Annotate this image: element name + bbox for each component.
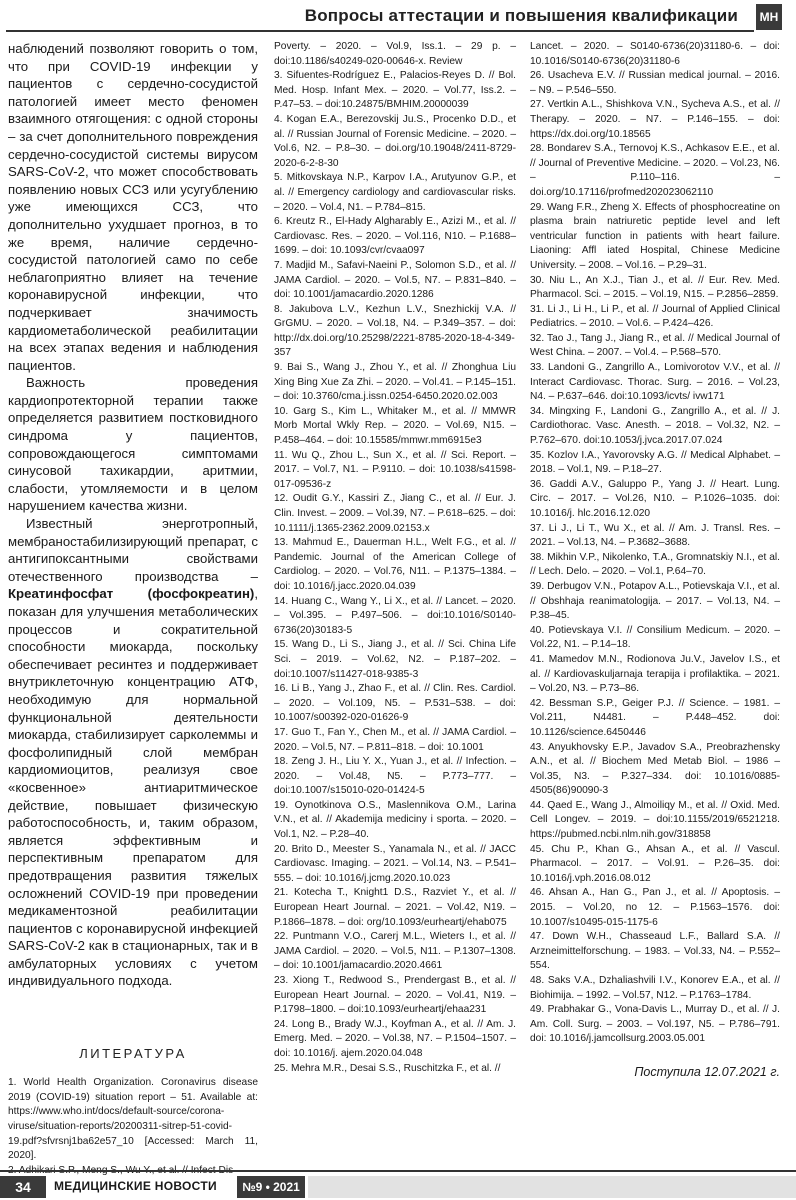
reference-item: 22. Puntmann V.O., Carerj M.L., Wieters I., et al. // JAMA Cardiol. – 2020. – Vol.5, N11. – P.1307–1308. – doi: 10.1001/jamacardio.2020.4661 bbox=[274, 931, 516, 972]
reference-item: 43. Anyukhovsky E.P., Javadov S.A., Preobrazhensky A.N., et al. // Biochem Med Metab Biol. – 1986 – Vol.35, N3. – P.327–334. doi: 10.1016/0885-4505(86)90090-3 bbox=[530, 741, 780, 797]
reference-item: 37. Li J., Li T., Wu X., et al. // Am. J. Transl. Res. – 2021. – Vol.13, N4. – P.3682–3688. bbox=[530, 522, 780, 549]
reference-item: 20. Brito D., Meester S., Yanamala N., et al. // JACC Cardiovasc. Imaging. – 2021. – Vol.14, N3. – P.541–555. – doi: 10.1016/j.jcmg.2020.10.023 bbox=[274, 843, 516, 884]
reference-item: 49. Prabhakar G., Vona-Davis L., Murray D., et al. // J. Am. Coll. Surg. – 2003. – Vol.197, N5. – P.786–791. doi: 10.1016/j.jamcollsurg.2003.05.001 bbox=[530, 1004, 780, 1045]
reference-item: 31. Li J., Li H., Li P., et al. // Journal of Applied Clinical Pediatrics. – 2010. – Vol.6. – P.424–426. bbox=[530, 303, 780, 330]
section-title: Вопросы аттестации и повышения квалификации bbox=[304, 6, 738, 25]
reference-item: 19. Oynotkinova O.S., Maslennikova O.M., Larina V.N., et al. // Akademija mediciny i sporta. – 2020. – Vol.1, N2. – P.28–40. bbox=[274, 799, 516, 841]
reference-item: 15. Wang D., Li S., Jiang J., et al. // Sci. China Life Sci. – 2019. – Vol.62, N2. – P.187–202. – doi:10.1007/s11427-018-9385-3 bbox=[274, 639, 516, 680]
reference-item: 11. Wu Q., Zhou L., Sun X., et al. // Sci. Report. – 2017. – Vol.7, N1. – P.9110. – doi: 10.1038/s41598-017-09536-z bbox=[274, 449, 516, 490]
reference-item: 6. Kreutz R., El-Hady Algharably E., Azizi M., et al. // Cardiovasc. Res. – 2020. – Vol.116, N10. – P.1688–1699. – doi: 10.1093/cvr/cvaa097 bbox=[274, 216, 516, 257]
journal-name: МЕДИЦИНСКИЕ НОВОСТИ bbox=[54, 1179, 217, 1193]
page-footer bbox=[0, 1170, 796, 1200]
reference-item: 39. Derbugov V.N., Potapov A.L., Potievskaja V.I., et al. // Obshhaja reanimatologija. – 2017. – Vol.13, N4. – P.38–45. bbox=[530, 580, 780, 622]
reference-item: 34. Mingxing F., Landoni G., Zangrillo A., et al. // J. Cardiothorac. Vasc. Anesth. – 2018. – Vol.32, N2. – P.762–670. doi:10.1053/j.jvca.2017.07.024 bbox=[530, 405, 780, 447]
paragraph-2: Важность проведения кардиопротекторной терапии также определяется развитием постковидного синдрома у пациентов, сопровождающегося симптомами синусовой тахикардии, аритмии, слабости, утомляемости и в целом нарушением качества жизни. bbox=[8, 375, 258, 514]
reference-item: 16. Li B., Yang J., Zhao F., et al. // Clin. Res. Cardiol. – 2020. – Vol.109, N5. – P.531–538. – doi: 10.1007/s00392-020-01626-9 bbox=[274, 683, 516, 724]
reference-item: 29. Wang F.R., Zheng X. Effects of phosphocreatine on plasma brain natriuretic peptide level and left ventricular function in patients with heart failure. Liaoning: Affl iated Hospital, Chinese Medicine University. – 2008. – Vol.16. – P.29–31. bbox=[530, 201, 780, 271]
paragraph-3-end: , показан для улучшения метаболических процессов и сократительной способности миокарда, поскольку обеспечивает ресинтез и поддерживает внутриклеточную концентрацию АТФ, необходимую для нормальной функциональной деятельности миокарда, стабилизирует сарколеммы и фосфолипидный слой мембран кардиомиоцитов, реализуя свое «косвенное» антиаритмическое действие, повышает физическую работоспособность, и, таким образом, является эффективным и перспективным препаратом для предотвращения развития тяжелых осложнений COVID-19 при проведении медикаментозной реабилитации пациентов с коронавирусной инфекцией SARS-CoV-2 как в стационарных, так и в амбулаторных условиях с учетом индивидуального подхода. bbox=[8, 586, 258, 989]
page-header bbox=[0, 0, 796, 34]
reference-item: 17. Guo T., Fan Y., Chen M., et al. // JAMA Cardiol. – 2020. – Vol.5, N7. – P.811–818. – doi: 10.1001 bbox=[274, 726, 516, 753]
reference-item: 32. Tao J., Tang J., Jiang R., et al. // Medical Journal of West China. – 2007. – Vol.4. – P.568–570. bbox=[530, 332, 780, 359]
reference-item: 45. Chu P., Khan G., Ahsan A., et al. // Vascul. Pharmacol. – 2017. – Vol.91. – P.26–35. doi: 10.1016/j.vph.2016.08.012 bbox=[530, 843, 780, 884]
column-middle bbox=[274, 40, 516, 1076]
paragraph-3-start: Известный энерготропный, мембраностабилизирующий препарат, с антигипоксантными свойствами отечественного производства – bbox=[8, 516, 258, 584]
reference-item: 9. Bai S., Wang J., Zhou Y., et al. // Zhonghua Liu Xing Bing Xue Za Zhi. – 2020. – Vol.41. – P.145–151. – doi: 10.3760/cma.j.issn.0254-6450.2020.02.003 bbox=[274, 362, 516, 403]
reference-item: 14. Huang C., Wang Y., Li X., et al. // Lancet. – 2020. – Vol.395. – P.497–506. – doi:10.1016/S0140-6736(20)30183-5 bbox=[274, 595, 516, 636]
reference-item: 1. World Health Organization. Coronavirus disease 2019 (COVID-19) situation report – 51. Available at: https://www.who.int/docs/default-source/corona-viruse/situation-reports/20200311-sitrep-51-covid-19.pdf?sfvrsnj1ba62e57_10 [Accessed: March 11, 2020]. bbox=[8, 1077, 258, 1162]
reference-item: 40. Potievskaya V.I. // Consilium Medicum. – 2020. – Vol.22, N1. – P.14–18. bbox=[530, 624, 780, 651]
reference-item: 8. Jakubova L.V., Kezhun L.V., Snezhickij V.A. // GrGMU. – 2020. – Vol.18, N4. – P.349–357. – doi: http://dx.doi.org/10.25298/2221-8785-2020-18-4-349-357 bbox=[274, 303, 516, 359]
reference-item: 5. Mitkovskaya N.P., Karpov I.A., Arutyunov G.P., et al. // Emergency cardiology and cardiovascular risks. – 2020. – Vol.4, N1. – P.784–815. bbox=[274, 172, 516, 213]
reference-item: 46. Ahsan A., Han G., Pan J., et al. // Apoptosis. – 2015. – Vol.20, no 12. – P.1563–1576. doi: 10.1007/s10495-015-1175-6 bbox=[530, 887, 780, 928]
article-body bbox=[8, 40, 258, 990]
reference-item: 35. Kozlov I.A., Yavorovsky A.G. // Medical Alphabet. – 2018. – Vol.1, N9. – P.18–27. bbox=[530, 449, 780, 476]
reference-item: 30. Niu L., An X.J., Tian J., et al. // Eur. Rev. Med. Pharmacol. Sci. – 2015. – Vol.19, N15. – P.2856–2859. bbox=[530, 274, 780, 301]
page-number: 34 bbox=[0, 1176, 46, 1198]
reference-item: 24. Long B., Brady W.J., Koyfman A., et al. // Am. J. Emerg. Med. – 2020. – Vol.38, N7. – P.1504–1507. – doi: 10.1016/j. ajem.2020.04.048 bbox=[274, 1018, 516, 1059]
drug-name: Креатинфосфат (фосфокреатин) bbox=[8, 586, 255, 602]
reference-item: 36. Gaddi A.V., Galuppo P., Yang J. // Heart. Lung. Circ. – 2017. – Vol.26, N10. – P.1026–1035. doi: 10.1016/j. hlc.2016.12.020 bbox=[530, 478, 780, 519]
reference-item: 23. Xiong T., Redwood S., Prendergast B., et al. // European Heart Journal. – 2020. – Vol.41, N19. – P.1798–1800. – doi:10.1093/eurheartj/ehaa231 bbox=[274, 975, 516, 1016]
paragraph-1: наблюдений позволяют говорить о том, что при COVID-19 инфекции у пациентов с сердечно-сосудистой патологией имеет место феномен взаимного отягощения: с одной стороны – за счет дополнительного повреждения сердечно-сосудистой системы вирусом SARS-CoV-2, что может способствовать появлению новых ССЗ или усугублению уже имеющихся ССЗ, что дополнительно ухудшает прогноз, в то же время, наличие сердечно-сосудистой патологией само по себе неблагоприятно влияет на течение коронавирусной инфекции, что подчеркивает значимость кардиометаболической реабилитации на всех этапах ведения и наблюдения пациентов. bbox=[8, 41, 258, 373]
reference-item: 25. Mehra M.R., Desai S.S., Ruschitzka F., et al. // bbox=[274, 1062, 501, 1074]
reference-item: 4. Kogan E.A., Berezovskij Ju.S., Procenko D.D., et al. // Russian Journal of Forensic Medicine. – 2020. – Vol.6, N2. – P.8–30. – doi.org/10.19048/2411-8729-2020-6-2-8-30 bbox=[274, 113, 516, 169]
reference-item: 33. Landoni G., Zangrillo A., Lomivorotov V.V., et al. // Interact Cardiovasc. Thorac. Surg. – 2016. – Vol.23, N4. – P.637–646. doi:10.1093/icvts/ ivw171 bbox=[530, 362, 780, 403]
reference-item: 38. Mikhin V.P., Nikolenko, T.A., Gromnatskiy N.I., et al. // Lech. Delo. – 2020. – Vol.1, P.64–70. bbox=[530, 551, 780, 578]
paragraph-3 bbox=[8, 515, 258, 990]
literature-heading: ЛИТЕРАТУРА bbox=[79, 1046, 187, 1062]
reference-item: 27. Vertkin A.L., Shishkova V.N., Sycheva A.S., et al. // Therapy. – 2020. – N7. – P.146–155. – doi: https://dx.doi.org/10.18565 bbox=[530, 99, 780, 140]
reference-item: 12. Oudit G.Y., Kassiri Z., Jiang C., et al. // Eur. J. Clin. Invest. – 2009. – Vol.39, N7. – P.618–625. – doi: 10.1111/j.1365-2362.2009.02153.x bbox=[274, 493, 516, 534]
reference-item: 26. Usacheva E.V. // Russian medical journal. – 2016. – N9. – P.546–550. bbox=[530, 70, 780, 96]
reference-list-left bbox=[8, 1076, 258, 1178]
reference-item: 3. Sifuentes-Rodríguez E., Palacios-Reyes D. // Bol. Med. Hosp. Infant Mex. – 2020. – Vol.77, Iss.2. – P.47–53. – doi:10.24875/BMHIM.20000039 bbox=[274, 70, 516, 111]
reference-item: 21. Kotecha T., Knight1 D.S., Razviet Y., et al. // European Heart Journal. – 2021. – Vol.42, N19. – P.1866–1878. – doi: org/10.1093/eurheartj/ehab075 bbox=[274, 887, 516, 928]
footer-rule bbox=[0, 1170, 796, 1172]
reference-item: 10. Garg S., Kim L., Whitaker M., et al. // MMWR Morb Mortal Wkly Rep. – 2020. – Vol.69, N15. – P.458–464. – doi: 10.15585/mmwr.mm6915e3 bbox=[274, 405, 516, 447]
reference-item: 28. Bondarev S.A., Ternovoj K.S., Achkasov E.E., et al. // Journal of Preventive Medicine. – 2020. – Vol.23, N6. – P.110–116. – doi.org/10.17116/profmed202023062110 bbox=[530, 143, 780, 198]
received-date: Поступила 12.07.2021 г. bbox=[634, 1064, 780, 1079]
reference-item: 42. Bessman S.P., Geiger P.J. // Science. – 1981. – Vol.211, N4481. – P.448–452. doi: 10.1126/science.6450446 bbox=[530, 697, 780, 738]
footer-bar bbox=[308, 1176, 796, 1198]
reference-item: Lancet. – 2020. – S0140-6736(20)31180-6. – doi: 10.1016/S0140-6736(20)31180-6 bbox=[530, 41, 780, 67]
reference-list-right bbox=[530, 40, 780, 1047]
reference-item: 44. Qaed E., Wang J., Almoiliqy M., et al. // Oxid. Med. Cell Longev. – 2019. – doi:10.1155/2019/6521218. https://pubmed.ncbi.nlm.nih.gov/318858 bbox=[530, 799, 780, 841]
reference-item: 13. Mahmud E., Dauerman H.L., Welt F.G., et al. // Pandemic. Journal of the American College of Cardiolog. – 2020. – Vol.76, N11. – P.1375–1384. – doi: 10.1016/j.jacc.2020.04.039 bbox=[274, 537, 516, 592]
reference-item: 7. Madjid M., Safavi-Naeini P., Solomon S.D., et al. // JAMA Cardiol. – 2020. – Vol.5, N7. – P.831–840. – doi: 10.1001/jamacardio.2020.1286 bbox=[274, 259, 516, 301]
journal-logo: МН bbox=[756, 4, 782, 30]
column-left bbox=[8, 40, 258, 1178]
header-rule bbox=[6, 30, 754, 32]
reference-item: 48. Saks V.A., Dzhaliashvili I.V., Konorev E.A., et al. // Biohimija. – 1992. – Vol.57, N12. – P.1763–1784. bbox=[530, 975, 780, 1001]
issue-number: №9 • 2021 bbox=[237, 1176, 305, 1198]
reference-item: 41. Mamedov M.N., Rodionova Ju.V., Javelov I.S., et al. // Kardiovaskuljarnaja terapija i profilaktika. – 2021. – Vol.20, N3. – P.73–86. bbox=[530, 653, 780, 695]
reference-item: Poverty. – 2020. – Vol.9, Iss.1. – 29 p. – doi:10.1186/s40249-020-00646-x. Review bbox=[274, 41, 516, 67]
reference-item: 47. Down W.H., Chasseaud L.F., Ballard S.A. // Arzneimittelforschung. – 1983. – Vol.33, N4. – P.552–554. bbox=[530, 931, 780, 972]
reference-item: 18. Zeng J. H., Liu Y. X., Yuan J., et al. // Infection. – 2020. – Vol.48, N5. – P.773–777. – doi:10.1007/s15010-020-01424-5 bbox=[274, 756, 516, 797]
reference-list-middle bbox=[274, 40, 516, 1076]
column-right bbox=[530, 40, 780, 1080]
